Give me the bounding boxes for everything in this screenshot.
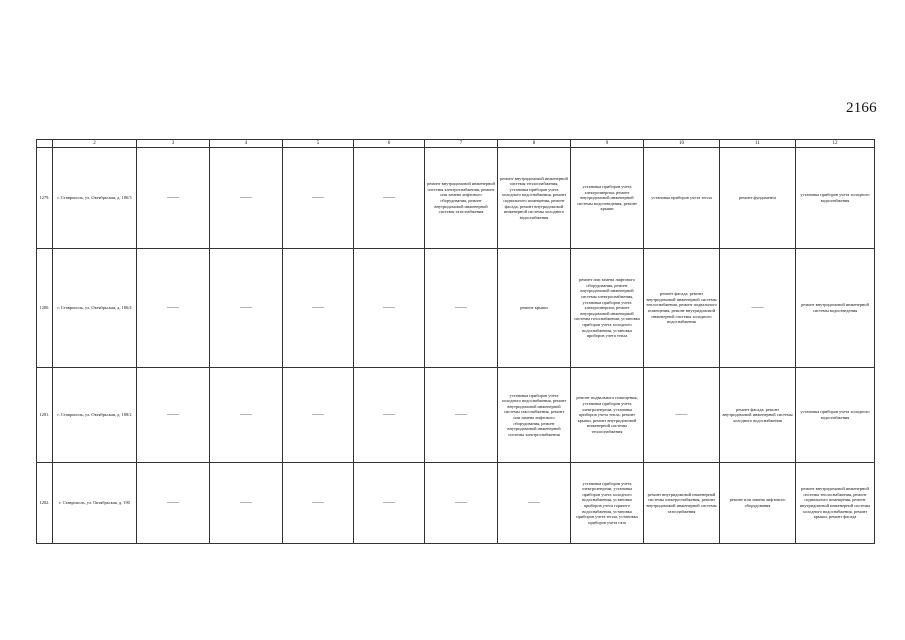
dash-mark: —— — [167, 411, 179, 418]
table-row — [37, 148, 875, 249]
works-cell: ремонт внутридомовой инженерной системы электроснабжения, ремонт внутридомовой инженерной системы газоснабжения — [644, 463, 720, 544]
table-row — [37, 463, 875, 544]
column-header: 8 — [498, 140, 571, 148]
dash-mark: —— — [675, 411, 688, 418]
works-cell: ремонт фундамента — [720, 148, 796, 249]
dash-mark: —— — [455, 411, 467, 418]
address-cell: г. Ставрополь, ул. Октябрьская, д. 186/3 — [53, 148, 137, 249]
works-cell: ремонт внутридомовой инженерной системы электроснабжения, ремонт или замена лифтового оборудования, ремонт внутридомовой инженерной системы газоснабжения — [425, 148, 498, 249]
column-header: 12 — [796, 140, 875, 148]
empty-cell — [354, 463, 425, 544]
row-number: 1282. — [37, 463, 53, 544]
row-number: 1280. — [37, 249, 53, 368]
dash-mark: —— — [383, 499, 395, 506]
empty-cell — [210, 249, 283, 368]
works-cell: ремонт или замена лифтового оборудования — [720, 463, 796, 544]
repair-schedule-table — [36, 139, 875, 544]
column-header: 6 — [354, 140, 425, 148]
works-cell: ремонт внутридомовой инженерной системы водоотведения — [796, 249, 875, 368]
dash-mark: —— — [455, 304, 467, 311]
works-cell: установка приборов учета холодного водоснабжения — [796, 368, 875, 463]
dash-mark: —— — [312, 194, 324, 201]
works-cell: ремонт фасада, ремонт внутридомовой инженерной системы теплоснабжения, ремонт подвального помещения, ремонт внутридомовой инженерной системы холодного водоснабжения — [644, 249, 720, 368]
works-cell: ремонт подвального помещения, установка приборов учета электроэнергии, установка приборов учета тепла, ремонт крыши, ремонт внутридомовой инженерной системы теплоснабжения — [571, 368, 644, 463]
column-header: 7 — [425, 140, 498, 148]
dash-mark: —— — [312, 499, 324, 506]
page-number: 2166 — [846, 100, 877, 116]
column-header: 3 — [137, 140, 210, 148]
dash-mark: —— — [240, 499, 252, 506]
dash-mark: —— — [383, 411, 395, 418]
column-header: 10 — [644, 140, 720, 148]
row-number: 1279. — [37, 148, 53, 249]
empty-cell — [354, 148, 425, 249]
empty-cell — [137, 463, 210, 544]
dash-mark: —— — [312, 411, 324, 418]
dash-mark: —— — [383, 194, 395, 201]
empty-cell — [644, 368, 720, 463]
empty-cell — [720, 249, 796, 368]
works-cell: ремонт крыши — [498, 249, 571, 368]
empty-cell — [210, 368, 283, 463]
address-cell: г. Ставрополь, ул. Октябрьская, д. 188/2 — [53, 368, 137, 463]
works-cell: установка приборов учета электроэнергии, ремонт внутридомовой инженерной системы водоотведения, ремонт крыши — [571, 148, 644, 249]
table-row — [37, 368, 875, 463]
table-row — [37, 249, 875, 368]
empty-cell — [137, 249, 210, 368]
empty-cell — [425, 368, 498, 463]
works-cell: установка приборов учета тепла — [644, 148, 720, 249]
empty-cell — [498, 463, 571, 544]
dash-mark: —— — [312, 304, 324, 311]
dash-mark: —— — [455, 499, 467, 506]
works-cell: ремонт фасада, ремонт внутридомовой инженерной системы холодного водоснабжения — [720, 368, 796, 463]
works-cell: установка приборов учета электроэнергии, установка приборов учета холодного водоснабжения, установка приборов учета горячего водоснабжения, установка приборов учета тепла, установка приборов учета газа — [571, 463, 644, 544]
empty-cell — [283, 249, 354, 368]
empty-cell — [354, 249, 425, 368]
dash-mark: —— — [167, 499, 179, 506]
dash-mark: —— — [528, 499, 540, 506]
column-header — [37, 140, 53, 148]
dash-mark: —— — [240, 411, 252, 418]
empty-cell — [137, 368, 210, 463]
column-header: 4 — [210, 140, 283, 148]
column-header: 9 — [571, 140, 644, 148]
dash-mark: —— — [240, 194, 252, 201]
dash-mark: —— — [167, 194, 179, 201]
row-number: 1281. — [37, 368, 53, 463]
column-header: 2 — [53, 140, 137, 148]
works-cell: установка приборов учета холодного водоснабжения, ремонт внутридомовой инженерной системы газоснабжения, ремонт или замена лифтового оборудования, ремонт внутридомовой инженерной системы электроснабжения — [498, 368, 571, 463]
empty-cell — [283, 368, 354, 463]
empty-cell — [283, 463, 354, 544]
works-cell: ремонт внутридомовой инженерной системы теплоснабжения, установка приборов учета холодного водоснабжения, ремонт подвального помещения, ремонт фасада, ремонт внутридомовой инженерной системы холодного водоснабжения — [498, 148, 571, 249]
empty-cell — [137, 148, 210, 249]
dash-mark: —— — [240, 304, 252, 311]
works-cell: ремонт или замена лифтового оборудования, ремонт внутридомовой инженерной системы электроснабжения, установка приборов учета электроэнергии, ремонт внутридомовой инженерной системы газоснабжения, установка приборов учета холодного водоснабжения, установка приборов учета тепла — [571, 249, 644, 368]
empty-cell — [425, 249, 498, 368]
empty-cell — [210, 463, 283, 544]
empty-cell — [354, 368, 425, 463]
dash-mark: —— — [167, 304, 179, 311]
column-header: 5 — [283, 140, 354, 148]
column-number-row — [37, 140, 875, 148]
dash-mark: —— — [751, 304, 764, 311]
empty-cell — [210, 148, 283, 249]
works-cell: ремонт внутридомовой инженерной системы теплоснабжения, ремонт подвального помещения, ремонт внутридомовой инженерной системы холодного водоснабжения, ремонт крыши, ремонт фасада — [796, 463, 875, 544]
address-cell: г. Ставрополь, ул. Октябрьская, д. 190 — [53, 463, 137, 544]
column-header: 11 — [720, 140, 796, 148]
dash-mark: —— — [383, 304, 395, 311]
empty-cell — [283, 148, 354, 249]
address-cell: г. Ставрополь, ул. Октябрьская, д. 186/4 — [53, 249, 137, 368]
empty-cell — [425, 463, 498, 544]
works-cell: установка приборов учета холодного водоснабжения — [796, 148, 875, 249]
